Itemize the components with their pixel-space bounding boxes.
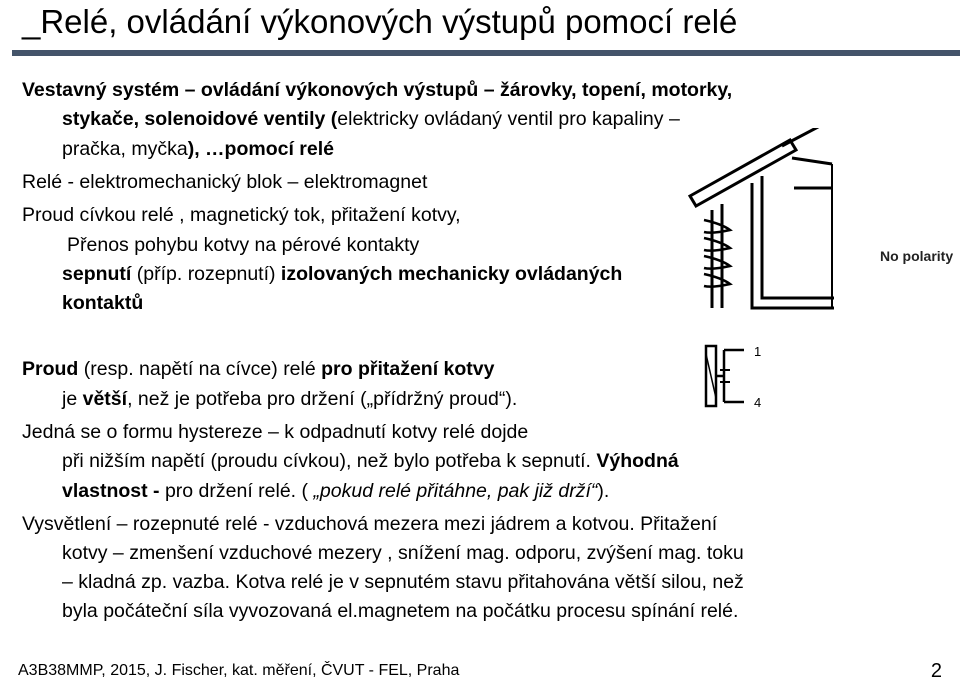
slide-footer: A3B38MMP, 2015, J. Fischer, kat. měření, ČVUT - FEL, Praha [18,662,460,679]
text-line-15: kotvy – zmenšení vzduchové mezery , snížení mag. odporu, zvýšení mag. toku [62,542,744,564]
relay-schematic-symbol [700,340,780,414]
text-line-16: – kladná zp. vazba. Kotva relé je v sepnutém stavu přitahována větší silou, než [62,571,744,593]
text-line-9: Proud (resp. napětí na cívce) relé pro přitažení kotvy [22,358,495,380]
page-number: 2 [930,660,942,682]
pin-1-label: 1 [754,344,762,359]
text-line-5: Proud cívkou relé , magnetický tok, přitažení kotvy, [22,204,461,226]
text-line-7: sepnutí (příp. rozepnutí) izolovaných mechanicky ovládaných [62,263,623,285]
relay-illustration [682,128,882,338]
title-underline [12,50,960,56]
text-line-3: pračka, myčka), …pomocí relé [62,138,334,160]
text-line-11: Jedná se o formu hystereze – k odpadnutí kotvy relé dojde [22,421,529,443]
text-line-14: Vysvětlení – rozepnuté relé - vzduchová mezera mezi jádrem a kotvou. Přitažení [22,513,718,535]
slide-title: _Relé, ovládání výkonových výstupů pomocí relé [22,3,738,40]
pin-4-label: 4 [754,395,762,410]
no-polarity-label: No polarity [880,248,954,264]
text-line-8: kontaktů [62,292,144,314]
text-line-2: stykače, solenoidové ventily (elektricky ovládaný ventil pro kapaliny – [62,108,680,130]
text-line-10: je větší, než je potřeba pro držení („přídržný proud“). [62,388,518,410]
text-line-17: byla počáteční síla vyvozovaná el.magnetem na počátku procesu spínání relé. [62,600,739,622]
text-line-4: Relé - elektromechanický blok – elektromagnet [22,171,428,193]
text-line-6: Přenos pohybu kotvy na pérové kontakty [67,234,420,256]
text-line-1: Vestavný systém – ovládání výkonových výstupů – žárovky, topení, motorky, [22,79,733,101]
text-line-12: při nižším napětí (proudu cívkou), než bylo potřeba k sepnutí. Výhodná [62,450,679,472]
text-line-13: vlastnost - pro držení relé. ( „pokud relé přitáhne, pak již drží“). [62,480,610,502]
